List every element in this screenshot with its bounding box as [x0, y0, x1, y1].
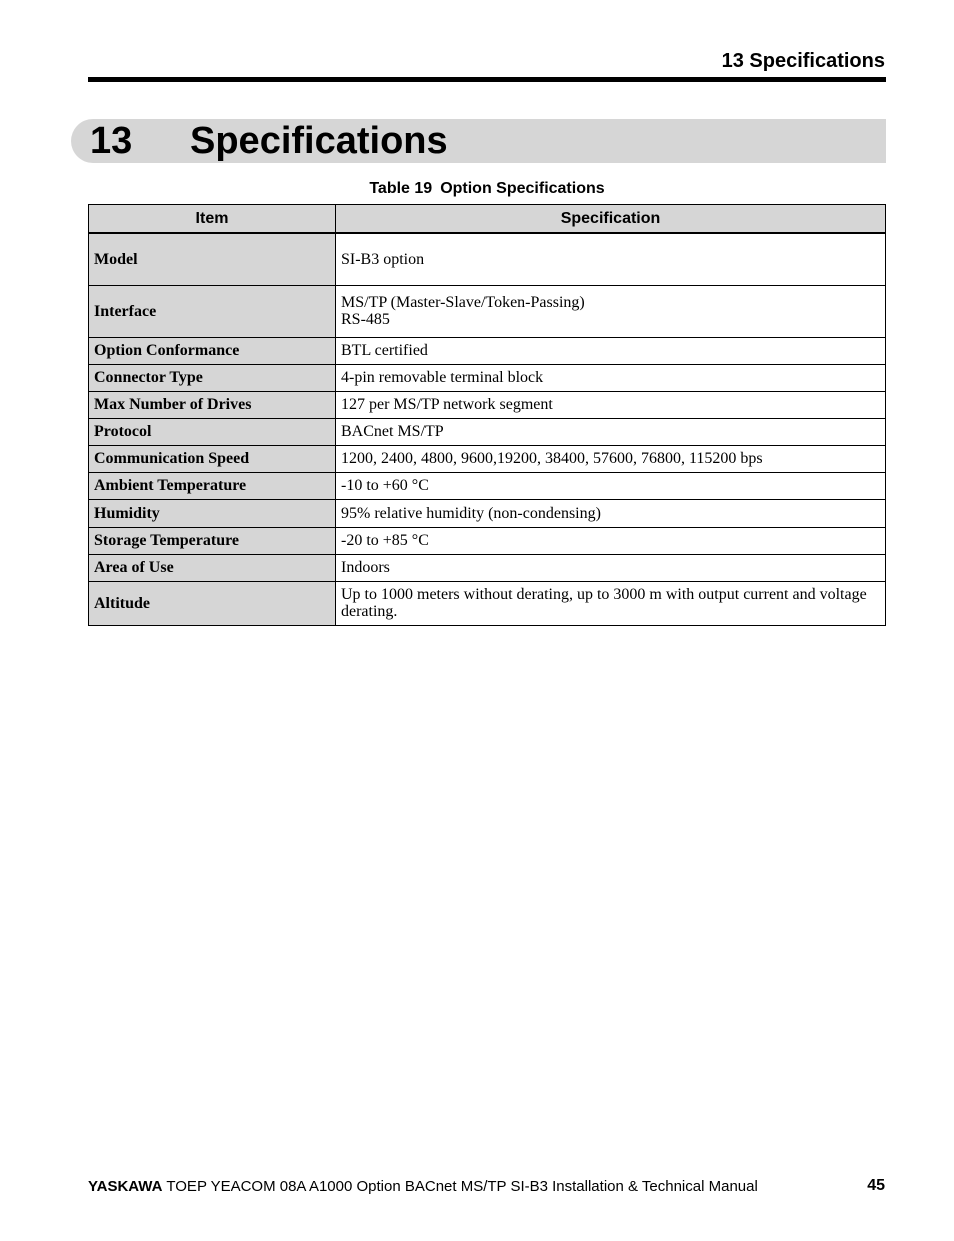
row-specification — [336, 337, 886, 364]
page-footer — [88, 1178, 758, 1195]
table-row — [89, 391, 886, 418]
spec-line: RS-485 — [341, 311, 390, 328]
row-specification — [336, 233, 886, 285]
row-specification — [336, 364, 886, 391]
spec-line: 4-pin removable terminal block — [341, 369, 544, 386]
row-specification — [336, 391, 886, 418]
row-item: Interface — [89, 285, 336, 337]
table-caption-title: Option Specifications — [440, 180, 605, 197]
footer-manual-title: TOEP YEACOM 08A A1000 Option BACnet MS/TP SI-B3 Installation & Technical Manual — [166, 1178, 758, 1195]
table-caption — [88, 180, 886, 198]
specifications-table — [88, 204, 886, 626]
row-item: Area of Use — [89, 554, 336, 581]
spec-line: 127 per MS/TP network segment — [341, 396, 553, 413]
spec-line: BACnet MS/TP — [341, 423, 444, 440]
row-specification — [336, 499, 886, 527]
row-item: Protocol — [89, 418, 336, 445]
row-item: Altitude — [89, 581, 336, 625]
table-row — [89, 581, 886, 625]
section-title: Specifications — [190, 120, 448, 162]
row-item: Connector Type — [89, 364, 336, 391]
spec-line: Up to 1000 meters without derating, up to 3000 m with output current and voltage derating. — [341, 586, 867, 620]
row-specification — [336, 581, 886, 625]
table-row — [89, 233, 886, 285]
row-item: Ambient Temperature — [89, 472, 336, 499]
table-row — [89, 364, 886, 391]
footer-brand: YASKAWA — [88, 1178, 163, 1195]
spec-line: SI-B3 option — [341, 250, 425, 268]
table-header-row — [89, 205, 886, 234]
row-specification — [336, 472, 886, 499]
row-item: Communication Speed — [89, 445, 336, 472]
spec-line: -10 to +60 °C — [341, 477, 429, 494]
row-item: Max Number of Drives — [89, 391, 336, 418]
column-header-specification: Specification — [336, 205, 886, 234]
table-row — [89, 499, 886, 527]
section-number: 13 — [90, 120, 133, 162]
row-specification — [336, 285, 886, 337]
header-rule — [88, 77, 886, 82]
table-row — [89, 554, 886, 581]
spec-line: MS/TP (Master-Slave/Token-Passing) — [341, 294, 585, 311]
row-specification — [336, 554, 886, 581]
spec-line: 1200, 2400, 4800, 9600,19200, 38400, 57600, 76800, 115200 bps — [341, 450, 763, 467]
spec-line: -20 to +85 °C — [341, 532, 429, 549]
table-row — [89, 337, 886, 364]
row-item: Humidity — [89, 499, 336, 527]
table-row — [89, 472, 886, 499]
row-item: Storage Temperature — [89, 527, 336, 554]
spec-line: 95% relative humidity (non-condensing) — [341, 504, 601, 522]
column-header-item: Item — [89, 205, 336, 234]
table-row — [89, 418, 886, 445]
table-row — [89, 445, 886, 472]
running-header: 13 Specifications — [721, 50, 885, 72]
table-row — [89, 285, 886, 337]
page-number: 45 — [867, 1177, 885, 1194]
row-specification — [336, 445, 886, 472]
table-caption-label: Table 19 — [369, 180, 433, 197]
row-item: Option Conformance — [89, 337, 336, 364]
row-specification — [336, 418, 886, 445]
row-item: Model — [89, 233, 336, 285]
row-specification — [336, 527, 886, 554]
table-row — [89, 527, 886, 554]
spec-line: Indoors — [341, 559, 390, 576]
spec-line: BTL certified — [341, 342, 428, 359]
